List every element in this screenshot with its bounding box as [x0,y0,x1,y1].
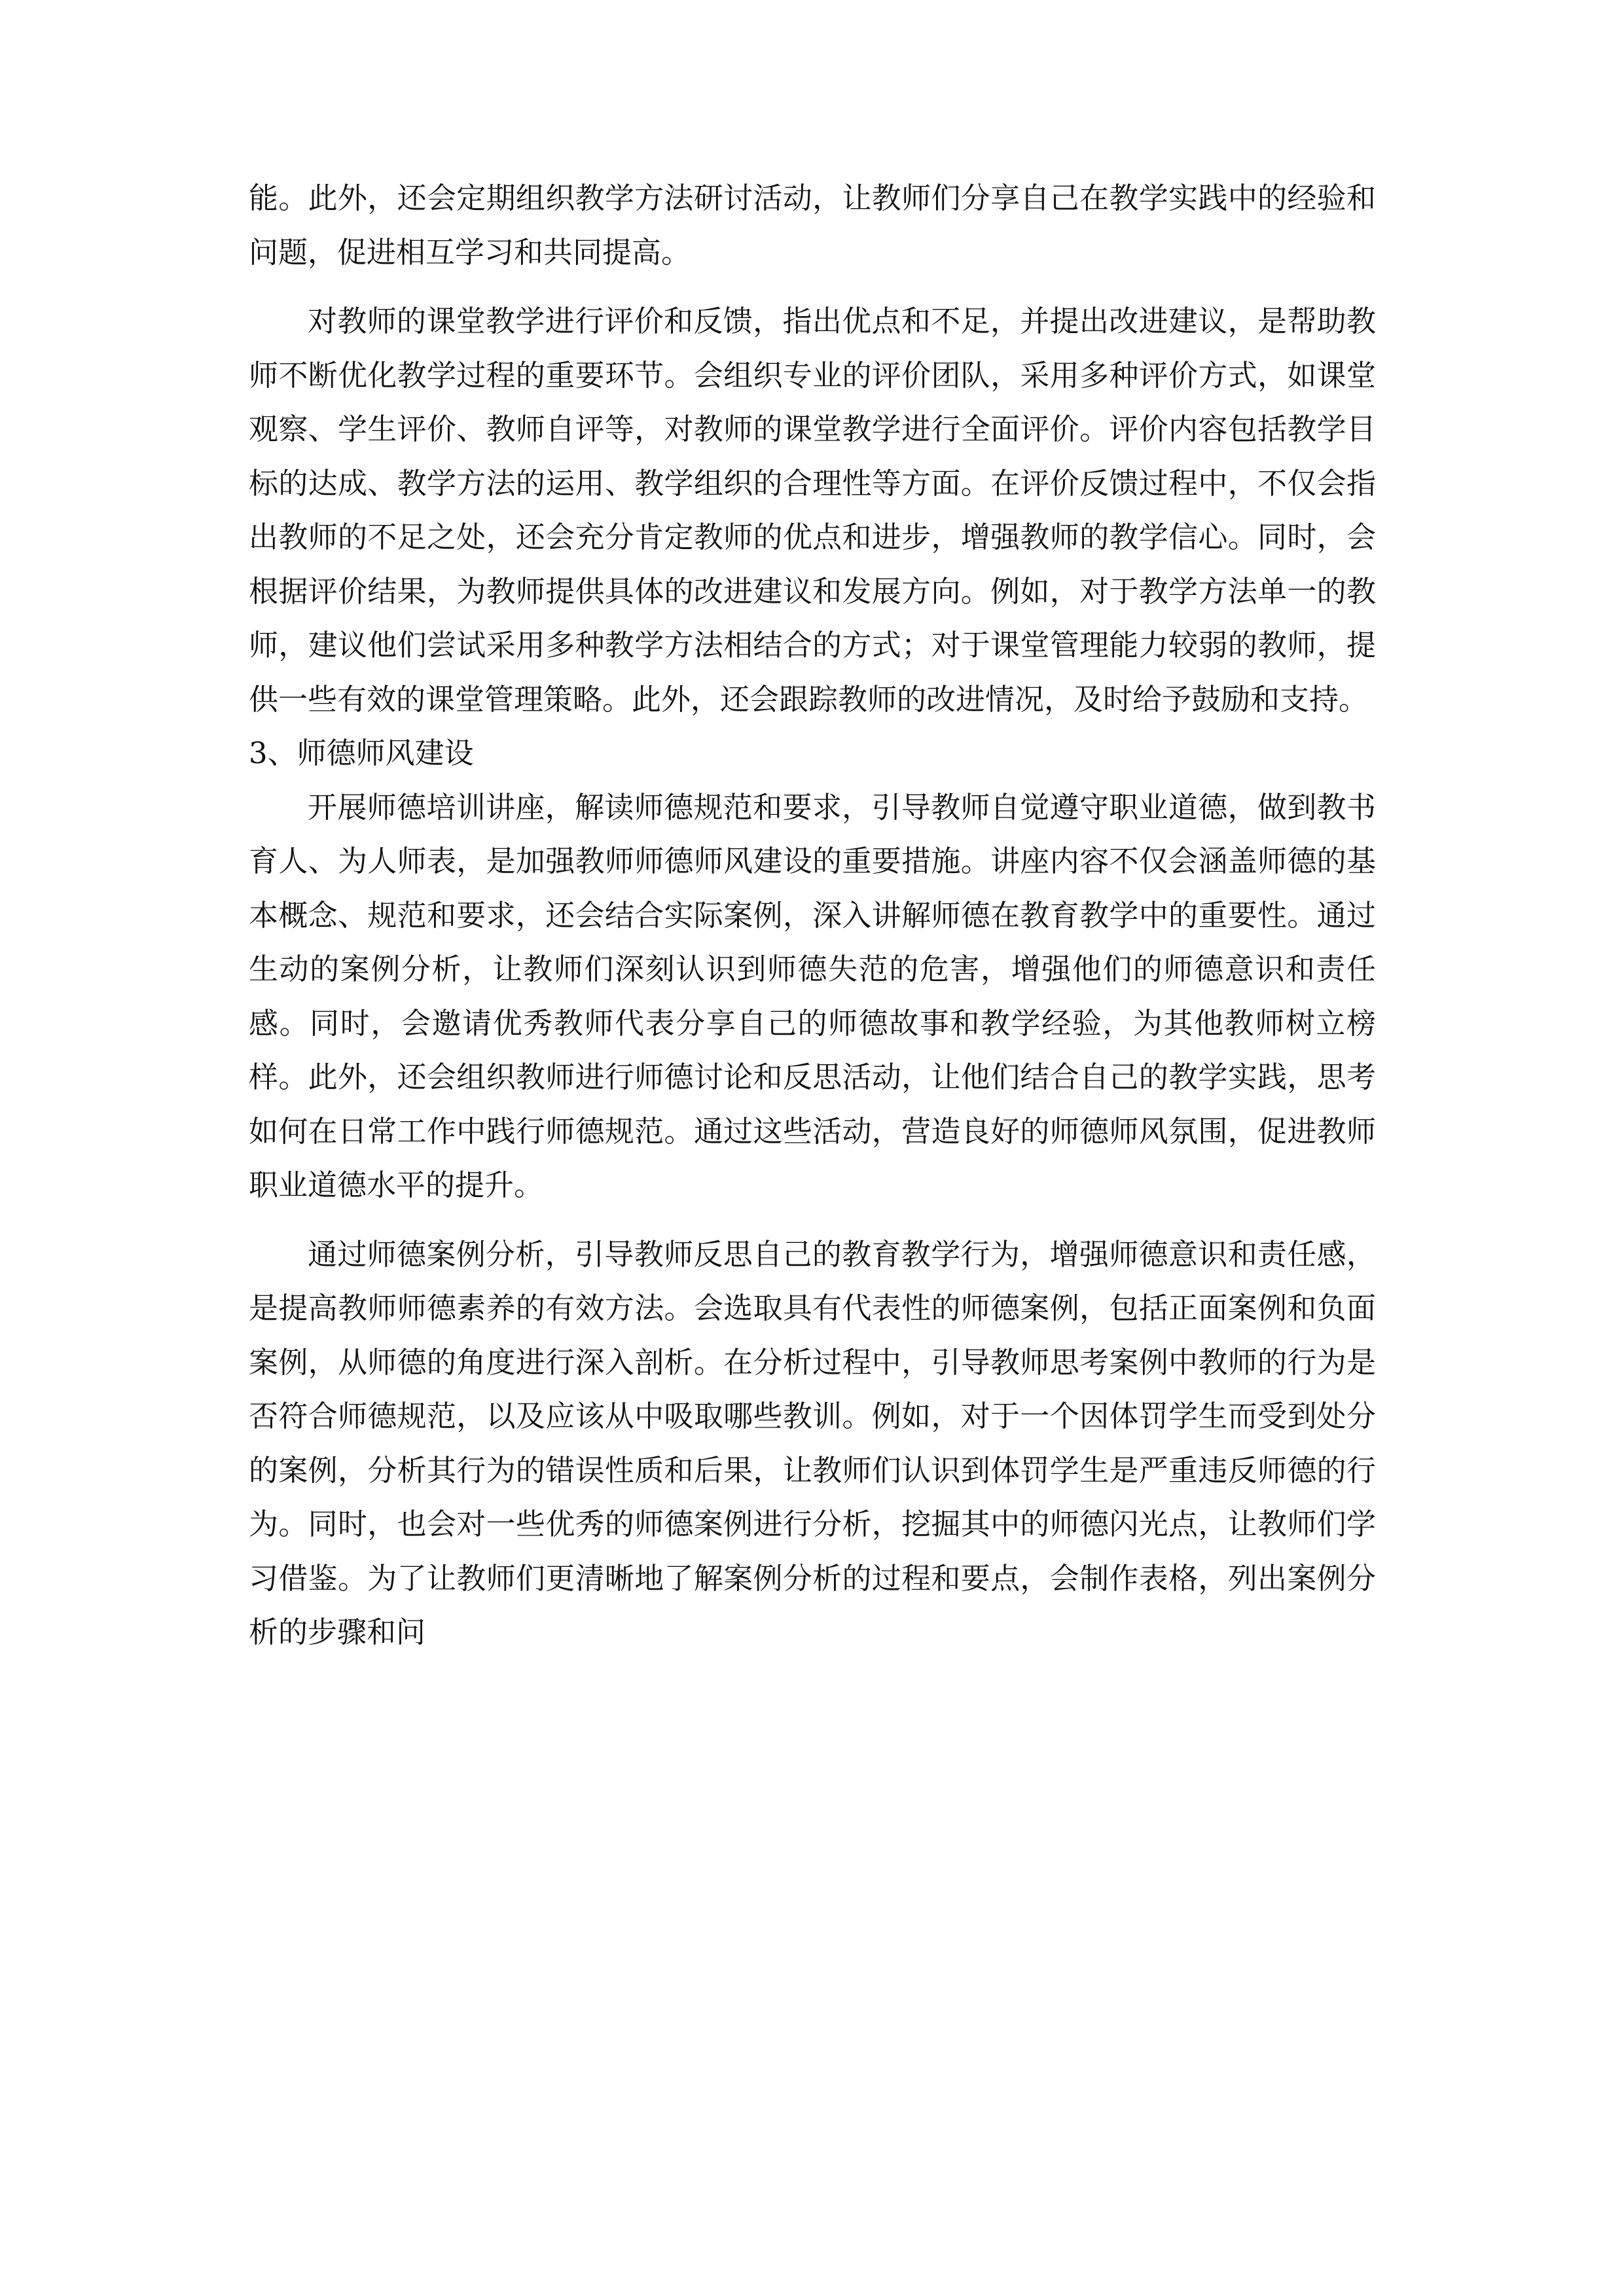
section-heading: 3、师德师风建设 [249,736,474,770]
paragraph-continuation: 能。此外，还会定期组织教学方法研讨活动，让教师们分享自己在教学实践中的经验和问题，促进相互学习和共同提高。 [249,181,1376,270]
paragraph-ethics-case-analysis: 通过师德案例分析，引导教师反思自己的教育教学行为，增强师德意识和责任感，是提高教师师德素养的有效方法。会选取具有代表性的师德案例，包括正面案例和负面案例，从师德的角度进行深入剖析。在分析过程中，引导教师思考案例中教师的行为是否符合师德规范，以及应该从中吸取哪些教训。例如，对于一个因体罚学生而受到处分的案例，分析其行为的错误性质和后果，让教师们认识到体罚学生是严重违反师德的行为。同时，也会对一些优秀的师德案例进行分析，挖掘其中的师德闪光点，让教师们学习借鉴。为了让教师们更清晰地了解案例分析的过程和要点，会制作表格，列出案例分析的步骤和问 [249,1236,1376,1649]
paragraph-classroom-evaluation: 对教师的课堂教学进行评价和反馈，指出优点和不足，并提出改进建议，是帮助教师不断优化教学过程的重要环节。会组织专业的评价团队，采用多种评价方式，如课堂观察、学生评价、教师自评等，对教师的课堂教学进行全面评价。评价内容包括教学目标的达成、教学方法的运用、教学组织的合理性等方面。在评价反馈过程中，不仅会指出教师的不足之处，还会充分肯定教师的优点和进步，增强教师的教学信心。同时，会根据评价结果，为教师提供具体的改进建议和发展方向。例如，对于教学方法单一的教师，建议他们尝试采用多种教学方法相结合的方式；对于课堂管理能力较弱的教师，提供一些有效的课堂管理策略。此外，还会跟踪教师的改进情况，及时给予鼓励和支持。 [249,304,1376,717]
document-page [249,171,1376,1660]
paragraph-ethics-training: 开展师德培训讲座，解读师德规范和要求，引导教师自觉遵守职业道德，做到教书育人、为人师表，是加强教师师德师风建设的重要措施。讲座内容不仅会涵盖师德的基本概念、规范和要求，还会结合实际案例，深入讲解师德在教育教学中的重要性。通过生动的案例分析，让教师们深刻认识到师德失范的危害，增强他们的师德意识和责任感。同时，会邀请优秀教师代表分享自己的师德故事和教学经验，为其他教师树立榜样。此外，还会组织教师进行师德讨论和反思活动，让他们结合自己的教学实践，思考如何在日常工作中践行师德规范。通过这些活动，营造良好的师德师风氛围，促进教师职业道德水平的提升。 [249,789,1376,1202]
